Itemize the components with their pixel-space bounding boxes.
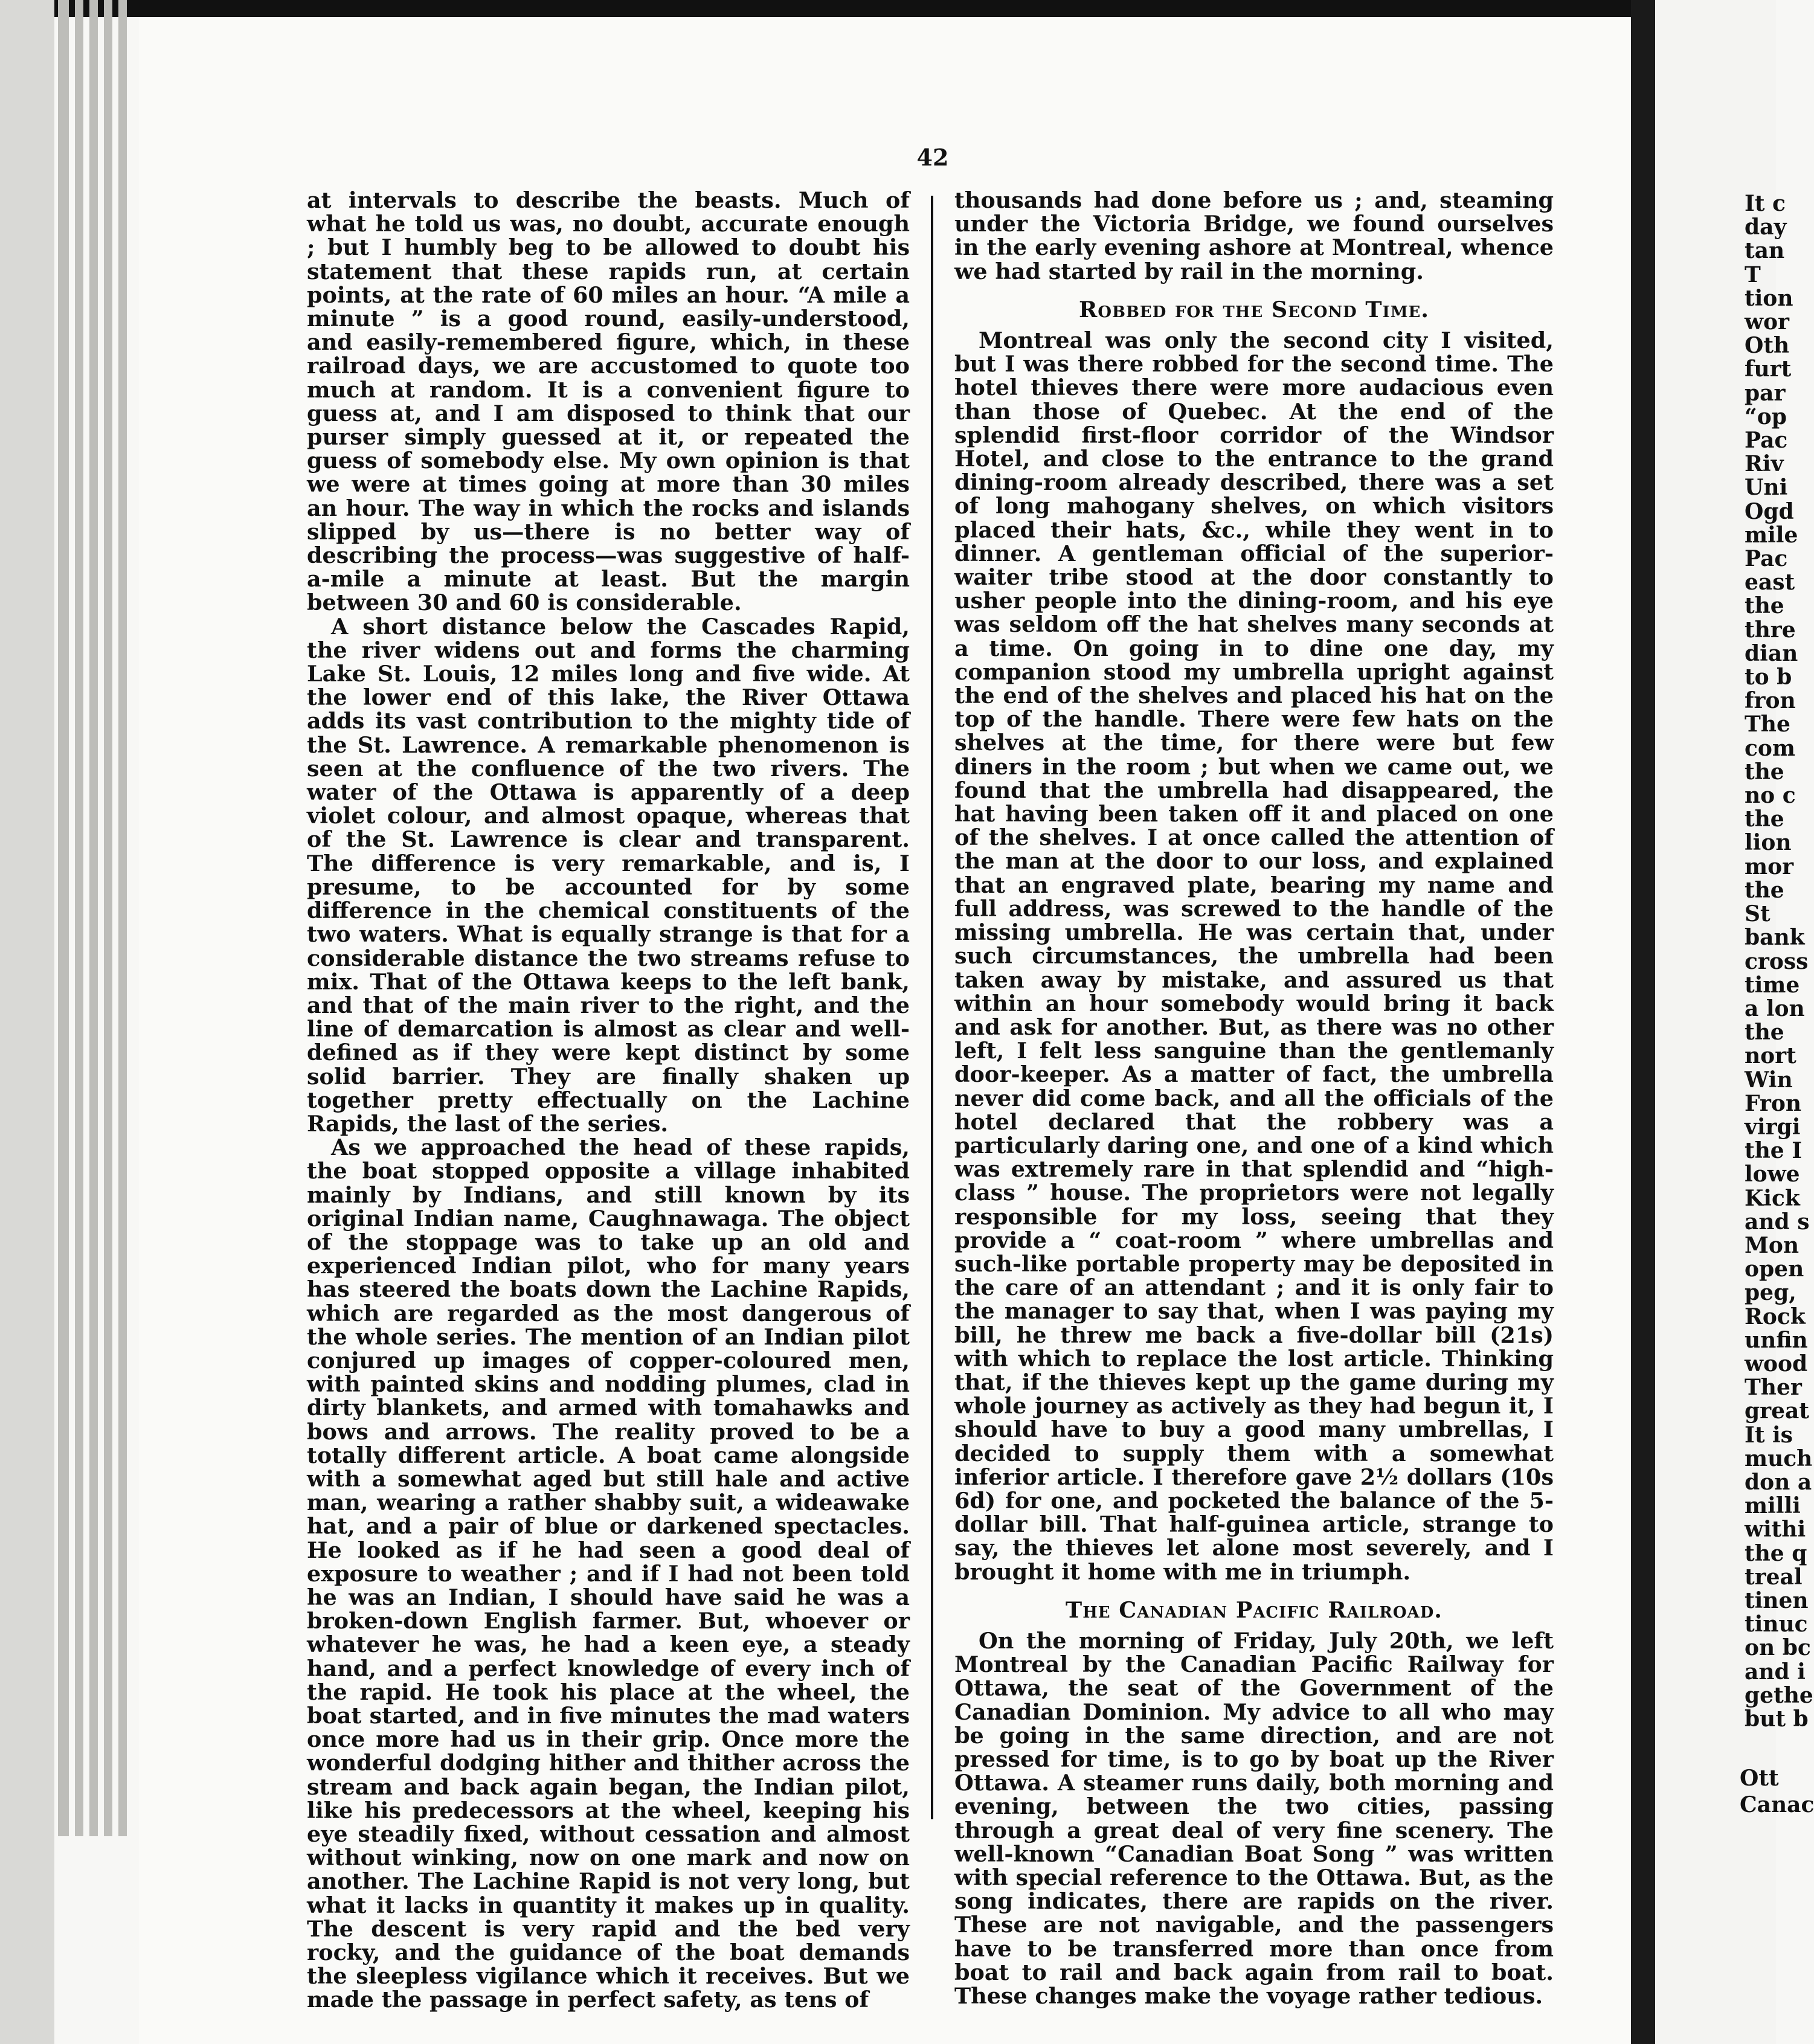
paragraph: thousands had done before us ; and, steaming under the Victoria Bridge, we found ourselves in the early evening ashore at Montreal, whence we had started by rail in the morning.: [954, 187, 1554, 284]
facing-page-line: treal: [1745, 1564, 1803, 1590]
facing-page-line: cross: [1745, 948, 1809, 974]
facing-page-line: Pac: [1745, 546, 1788, 572]
facing-page-caption: [1740, 1765, 1814, 1818]
facing-page-line: no c: [1745, 783, 1796, 809]
paragraph: at intervals to describe the beasts. Much of what he told us was, no doubt, accurate enough ; but I humbly beg to be allowed to doubt his statement that these rapids run, at certain points, at the rate of 60 miles an hour. “A mile a minute ” is a good round, easily-understood, and easily-remembered figure, which, in these railroad days, we are accustomed to quote too much at random. It is a convenient figure to guess at, and I am disposed to think that our purser simply guessed at it, or repeated the guess of somebody else. My own opinion is that we were at times going at more than 30 miles an hour. The way in which the rocks and islands slipped by us—there is no better way of describing the process—was suggestive of half-a-mile a minute at least. But the margin between 30 and 60 is considerable.: [307, 187, 910, 616]
facing-page-line: and s: [1745, 1209, 1810, 1235]
scan-border-top: [0, 0, 1776, 17]
facing-page-line: Ott: [1740, 1766, 1779, 1791]
facing-page-line: Uni: [1745, 475, 1788, 501]
facing-page-line: Fron: [1745, 1090, 1802, 1116]
section-heading: The Canadian Pacific Railroad.: [1066, 1596, 1443, 1623]
paragraph: Montreal was only the second city I visited, but I was there robbed for the second time. The hotel thieves there were more audacious even than those of Quebec. At the end of the splendid first-floor corridor of the Windsor Hotel, and close to the entrance to the grand dining-room already described, there was a set of long mahogany shelves, on which visitors placed their hats, &c., while they went in to dinner. A gentleman official of the superior-waiter tribe stood at the door constantly to usher people into the dining-room, and his eye was seldom off the hat shelves many seconds at a time. On going in to dine one day, my companion stood my umbrella upright against the end of the shelves and placed his hat on the top of the handle. There were few hats on the shelves at the time, for there were but few diners in the room ; but when we came out, we found that the umbrella had disappeared, the hat having been taken off it and placed on one of the shelves. I at once called the attention of the man at the door to our loss, and explained that an engraved plate, bearing my name and full address, was screwed to the handle of the missing umbrella. He was certain that, under such circumstances, the umbrella had been taken away by mistake, and assured us that within an hour somebody would bring it back and ask for another. But, as there was no other left, I felt less sanguine than the gentlemanly door-keeper. As a matter of fact, the umbrella never did come back, and all the officials of the hotel declared that the robbery was a particularly daring one, and one of a kind which was extremely rare in that splendid and “high-class ” house. The proprietors were not legally responsible for my loss, seeing that they provide a “ coat-room ” where umbrellas and such-like portable property may be deposited in the care of an attendant ; and it is only fair to the manager to say that, when I was paying my bill, he threw me back a five-dollar bill (21s) with which to replace the lost article. Thinking that, if the thieves kept up the game during my whole journey as actively as they had begun it, I should have to buy a good many umbrellas, I decided to supply them with a somewhat inferior article. I therefore gave 2½ dollars (10s 6d) for one, and pocketed the balance of the 5-dollar bill. That half-guinea article, strange to say, the thieves let alone most severely, and I brought it home with me in triumph.: [954, 327, 1554, 1585]
facing-page-line: Oth: [1745, 333, 1790, 359]
facing-page-line: furt: [1745, 356, 1792, 382]
facing-page-line: T: [1745, 262, 1761, 288]
facing-page-line: “op: [1745, 403, 1787, 429]
facing-page-line: the q: [1745, 1540, 1807, 1566]
facing-page-line: tinen: [1745, 1587, 1809, 1613]
facing-page-line: great: [1745, 1398, 1809, 1424]
facing-page-line: fron: [1745, 688, 1796, 714]
facing-page-line: Rock: [1745, 1303, 1806, 1329]
page-edge: [118, 0, 127, 1836]
page-number: 42: [916, 144, 949, 171]
page-edge: [75, 0, 83, 1836]
facing-page-line: east: [1745, 570, 1795, 596]
page-edge: [58, 0, 69, 1836]
facing-page-text: [1745, 191, 1813, 1732]
facing-page-line: mor: [1745, 853, 1794, 879]
facing-page-line: wor: [1745, 309, 1789, 335]
facing-page-line: time: [1745, 972, 1800, 998]
paragraph: As we approached the head of these rapids, the boat stopped opposite a village inhabited mainly by Indians, and still known by its original Indian name, Caughnawaga. The object of the stoppage was to take up an old and experienced Indian pilot, who for many years has steered the boats down the Lachine Rapids, which are regarded as the most dangerous of the whole series. The mention of an Indian pilot conjured up images of copper-coloured men, with painted skins and nodding plumes, clad in dirty blankets, and armed with tomahawks and bows and arrows. The reality proved to be a totally different article. A boat came alongside with a somewhat aged but still hale and active man, wearing a rather shabby suit, a wideawake hat, and a pair of blue or darkened spectacles. He looked as if he had seen a good deal of exposure to weather ; and if I had not been told he was an Indian, I should have said he was a broken-down English farmer. But, whoever or whatever he was, he had a keen eye, a steady hand, and a perfect knowledge of every inch of the rapid. He took his place at the wheel, the boat started, and in five minutes the mad waters once more had us in their grip. Once more the wonderful dodging hither and thither across the stream and back again began, the Indian pilot, like his predecessors at the wheel, keeping his eye steadily fixed, without cessation and almost without winking, now on one mark and now on another. The Lachine Rapid is not very long, but what it lacks in quantity it makes up in quality. The descent is very rapid and the bed very rocky, and the guidance of the boat demands the sleepless vigilance which it receives. But we made the passage in perfect safety, as tens of: [307, 1134, 910, 2013]
facing-page-line: tinuc: [1745, 1612, 1808, 1637]
facing-page-line: Ther: [1745, 1375, 1802, 1401]
facing-page-line: tion: [1745, 285, 1793, 311]
facing-page-line: tan: [1745, 238, 1785, 264]
page-edge: [89, 0, 98, 1836]
facing-page-line: Canac: [1740, 1792, 1814, 1817]
facing-page-line: virgi: [1745, 1114, 1801, 1140]
facing-page-line: open: [1745, 1256, 1804, 1282]
facing-page-line: the: [1745, 759, 1784, 785]
right-column: [954, 188, 1554, 2008]
facing-page-line: the I: [1745, 1138, 1803, 1164]
facing-page-line: It is: [1745, 1422, 1793, 1448]
facing-page-line: St: [1745, 901, 1771, 927]
facing-page-line: day: [1745, 214, 1787, 240]
facing-page-line: mile: [1745, 522, 1798, 548]
column-rule: [931, 196, 933, 1819]
paragraph: On the morning of Friday, July 20th, we left Montreal by the Canadian Pacific Railway for Ottawa, the seat of the Government of the Canadian Dominion. My advice to all who may be going in the same direction, and are not pressed for time, is to go by boat up the River Ottawa. A steamer runs daily, both morning and evening, between the two cities, passing through a great deal of very fine scenery. The well-known “Canadian Boat Song ” was written with special reference to the Ottawa. But, as the song indicates, there are rapids on the river. These are not navigable, and the passengers have to be transferred more than once from boat to rail and back again from rail to boat. These changes make the voyage rather tedious.: [954, 1627, 1554, 2010]
facing-page-line: dian: [1745, 640, 1798, 666]
facing-page-line: a lon: [1745, 995, 1805, 1021]
facing-page-line: lion: [1745, 830, 1792, 856]
facing-page-line: but b: [1745, 1706, 1809, 1732]
facing-page-line: unfin: [1745, 1327, 1808, 1353]
facing-page-line: com: [1745, 735, 1796, 761]
facing-page-line: thre: [1745, 617, 1796, 643]
facing-page-line: lowe: [1745, 1162, 1800, 1188]
facing-page-line: and i: [1745, 1659, 1806, 1685]
facing-page-line: the: [1745, 877, 1784, 903]
facing-page-line: the: [1745, 593, 1784, 619]
facing-page-line: It c: [1745, 191, 1786, 216]
facing-page-line: Pac: [1745, 428, 1788, 454]
facing-page-line: Mon: [1745, 1232, 1800, 1258]
facing-page-line: nort: [1745, 1043, 1796, 1069]
facing-page-line: the: [1745, 1020, 1784, 1046]
page-edge: [104, 0, 112, 1836]
book-spine: [0, 0, 54, 2044]
facing-page-line: The: [1745, 712, 1790, 738]
section-heading: Robbed for the Second Time.: [1078, 296, 1430, 323]
facing-page-line: gethe: [1745, 1682, 1813, 1708]
facing-page-line: withi: [1745, 1517, 1806, 1543]
facing-page-line: on bc: [1745, 1635, 1811, 1661]
facing-page-line: peg,: [1745, 1280, 1796, 1306]
facing-page-line: Ogd: [1745, 498, 1794, 524]
facing-page-line: par: [1745, 380, 1786, 406]
facing-page-line: Win: [1745, 1067, 1793, 1093]
paragraph: A short distance below the Cascades Rapid, the river widens out and forms the charming Lake St. Louis, 12 miles long and five wide. At the lower end of this lake, the River Ottawa adds its vast contribution to the mighty tide of the St. Lawrence. A remarkable phenomenon is seen at the confluence of the two rivers. The water of the Ottawa is apparently of a deep violet colour, and almost opaque, whereas that of the St. Lawrence is clear and transparent. The difference is very remarkable, and is, I presume, to be accounted for by some difference in the chemical constituents of the two waters. What is equally strange is that for a considerable distance the two streams refuse to mix. That of the Ottawa keeps to the left bank, and that of the main river to the right, and the line of demarcation is almost as clear and well-defined as if they were kept distinct by some solid barrier. They are finally shaken up together pretty effectually on the Lachine Rapids, the last of the series.: [307, 613, 910, 1137]
facing-page-line: much: [1745, 1445, 1813, 1471]
facing-page-line: to b: [1745, 664, 1792, 690]
facing-page-line: don a: [1745, 1469, 1812, 1495]
facing-page-line: Riv: [1745, 451, 1784, 477]
facing-page-line: Kick: [1745, 1185, 1800, 1211]
facing-page-line: wood: [1745, 1351, 1808, 1377]
left-column: [307, 188, 910, 2012]
facing-page-line: bank: [1745, 925, 1805, 951]
facing-page-line: the: [1745, 806, 1784, 832]
facing-page-line: milli: [1745, 1493, 1801, 1519]
